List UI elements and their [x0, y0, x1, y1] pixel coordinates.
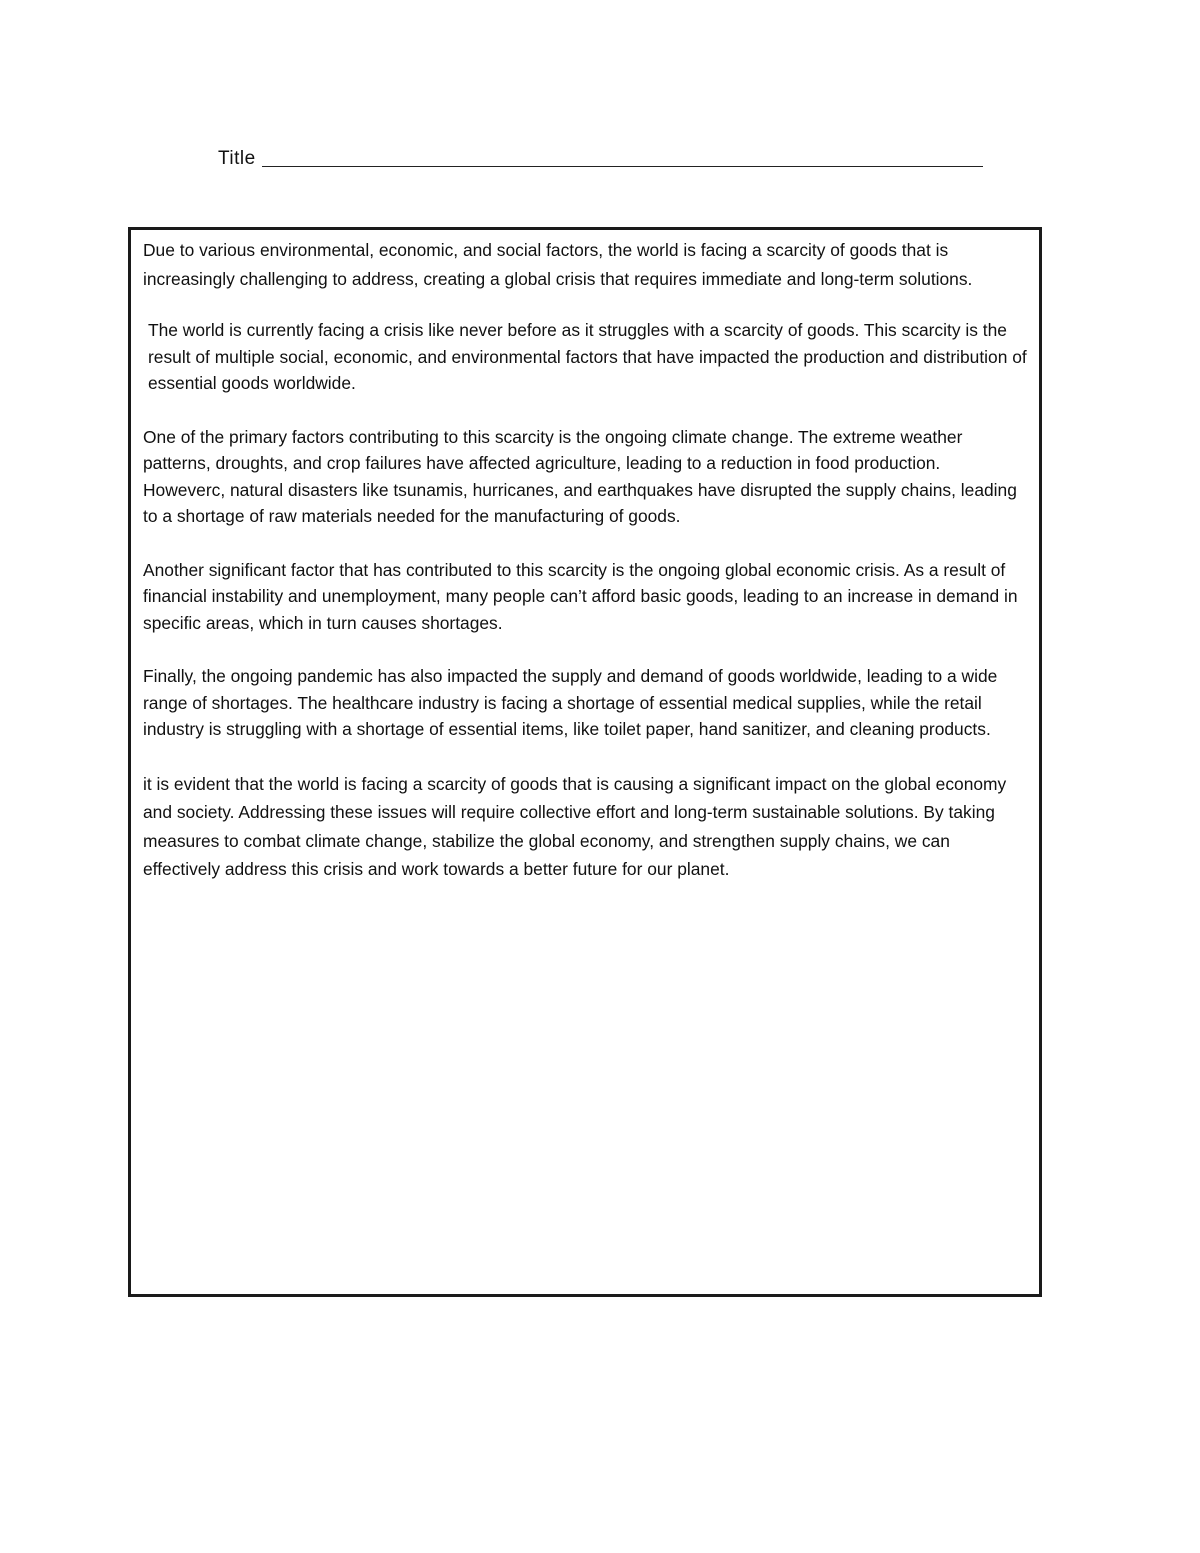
title-blank-line[interactable] — [262, 146, 983, 167]
title-row — [218, 142, 983, 170]
essay-paragraph-2: The world is currently facing a crisis like never before as it struggles with a scarcity of goods. This scarcity is the result of multiple social, economic, and environmental factors that have impacted the production and distribution of essential goods worldwide. — [148, 320, 1027, 393]
essay-paragraph-5: Finally, the ongoing pandemic has also impacted the supply and demand of goods worldwide, leading to a wide range of shortages. The healthcare industry is facing a shortage of essential medical supplies, while the retail industry is struggling with a shortage of essential items, like toilet paper, hand sanitizer, and cleaning products. — [143, 666, 998, 739]
essay-paragraph-4: Another significant factor that has contributed to this scarcity is the ongoing global economic crisis. As a result of financial instability and unemployment, many people can’t afford basic goods, leading to an increase in demand in specific areas, which in turn causes shortages. — [143, 559, 1018, 633]
essay-paragraph-3: One of the primary factors contributing to this scarcity is the ongoing climate change. The extreme weather patterns, droughts, and crop failures have affected agriculture, leading to a reduction in food production. Howeverc, natural disasters like tsunamis, hurricanes, and earthquakes have disrupted the supply chains, leading to a shortage of raw materials needed for the manufacturing of goods. — [143, 426, 1017, 526]
title-label: Title — [218, 148, 256, 169]
essay-box — [128, 227, 1042, 1297]
essay-paragraph-1: Due to various environmental, economic, and social factors, the world is facing a scarcity of goods that is increasingly challenging to address, creating a global crisis that requires immediate and long-term solutions. — [143, 240, 973, 289]
essay-paragraph-6: it is evident that the world is facing a scarcity of goods that is causing a significant impact on the global economy and society. Addressing these issues will require collective effort and long-term sustainable solutions. By taking measures to combat climate change, stabilize the global economy, and strengthen supply chains, we can effectively address this crisis and work towards a better future for our planet. — [143, 773, 1007, 879]
